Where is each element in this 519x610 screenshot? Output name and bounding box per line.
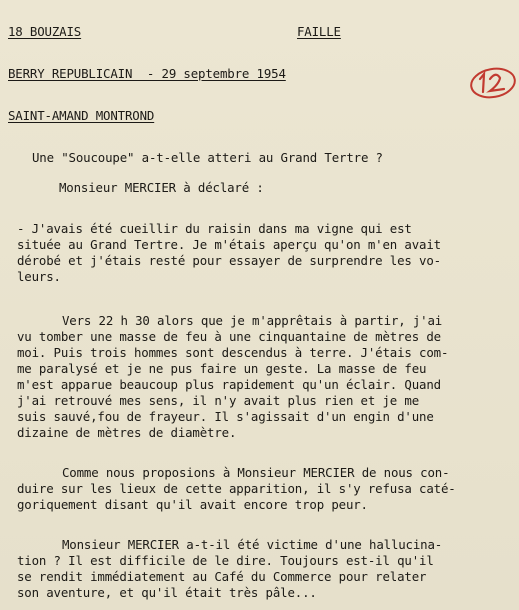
paragraph-line: Vers 22 h 30 alors que je m'apprêtais à partir, j'ai (62, 313, 443, 328)
paragraph-line: tion ? Il est difficile de le dire. Toujours est-il qu'il (17, 553, 434, 568)
paragraph-line: Monsieur MERCIER a-t-il été victime d'une hallucina- (62, 537, 443, 552)
article-intro: Monsieur MERCIER à déclaré : (59, 180, 264, 195)
paragraph-line: moi. Puis trois hommes sont descendus à terre. J'étais com- (17, 345, 449, 360)
paragraph-line: suis sauvé,fou de frayeur. Il s'agissait d'un engin d'une (17, 409, 434, 424)
paragraph-line: leurs. (17, 269, 61, 284)
article-title: Une "Soucoupe" a-t-elle atteri au Grand Tertre ? (32, 150, 383, 165)
paragraph-line: j'ai retrouvé mes sens, il n'y avait plus rien et je me (17, 393, 420, 408)
document-ref: 18 BOUZAIS (8, 24, 82, 39)
handwritten-page-number (466, 62, 518, 104)
paragraph-line: située au Grand Tertre. Je m'étais aperçu qu'on m'en avait (17, 237, 441, 252)
paragraph-line: se rendit immédiatement au Café du Commerce pour relater (17, 569, 427, 584)
paragraph-line: goriquement disant qu'il avait encore trop peur. (17, 497, 368, 512)
document-category: FAILLE (297, 24, 341, 39)
paragraph-line: son aventure, et qu'il était très pâle... (17, 585, 317, 600)
paragraph-line: - J'avais été cueillir du raisin dans ma vigne qui est (17, 221, 412, 236)
paragraph-line: Comme nous proposions à Monsieur MERCIER de nous con- (62, 465, 450, 480)
paragraph-line: vu tomber une masse de feu à une cinquantaine de mètres de (17, 329, 441, 344)
paragraph-line: me paralysé et je ne pus faire un geste. La masse de feu (17, 361, 427, 376)
paragraph-line: dizaine de mètres de diamètre. (17, 425, 237, 440)
paragraph-line: duire sur les lieux de cette apparition, il s'y refusa caté- (17, 481, 456, 496)
location-heading: SAINT-AMAND MONTROND (8, 108, 155, 123)
paragraph-line: m'est apparue beaucoup plus rapidement qu'un éclair. Quand (17, 377, 441, 392)
paragraph-line: dérobé et j'étais resté pour essayer de surprendre les vo- (17, 253, 441, 268)
source-line: BERRY REPUBLICAIN - 29 septembre 1954 (8, 66, 286, 81)
